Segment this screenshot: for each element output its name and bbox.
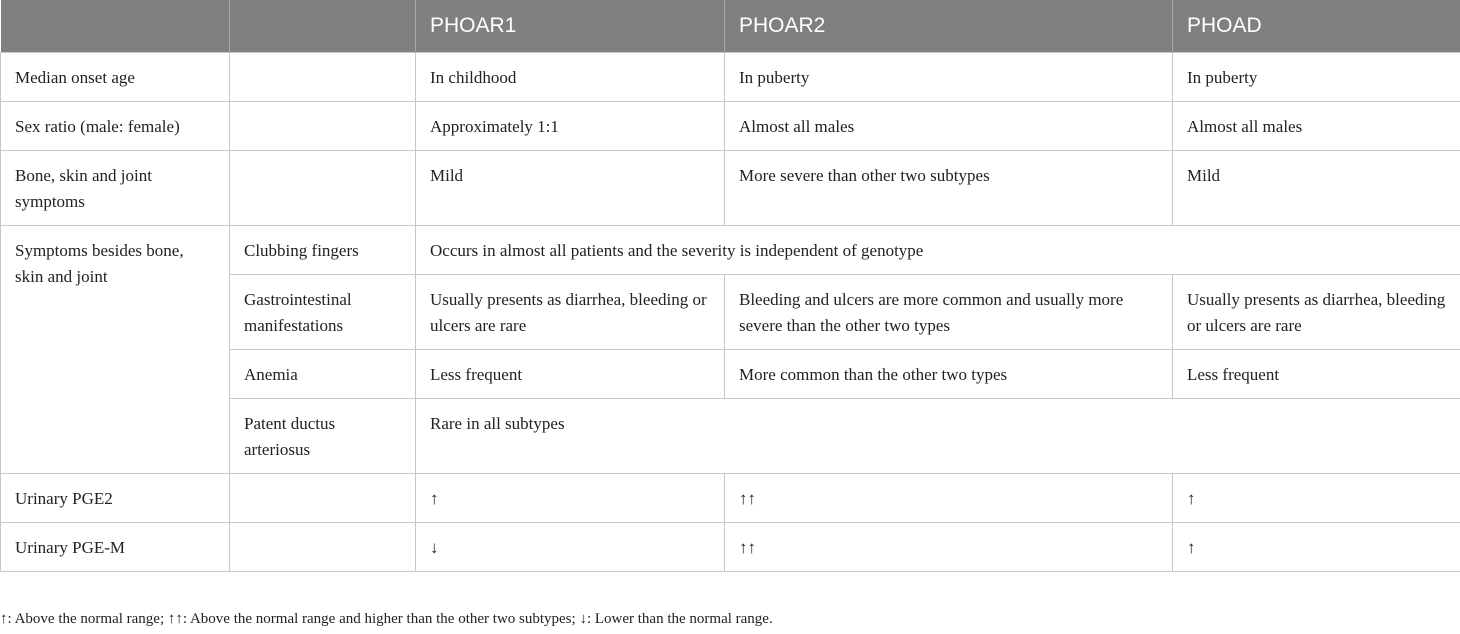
cell-phoar1: Mild [416, 151, 725, 226]
table-row [1, 53, 1460, 102]
row-sublabel: Gastrointestinal manifestations [230, 275, 416, 350]
cell-phoad: ↑ [1173, 523, 1460, 572]
cell-phoad: ↑ [1173, 474, 1460, 523]
row-sublabel [230, 474, 416, 523]
row-label: Bone, skin and joint symptoms [1, 151, 230, 226]
cell-phoad: Usually presents as diarrhea, bleeding or ulcers are rare [1173, 275, 1460, 350]
row-label: Urinary PGE2 [1, 474, 230, 523]
cell-phoar2: ↑↑ [725, 474, 1173, 523]
cell-all-subtypes: Occurs in almost all patients and the severity is independent of genotype [416, 226, 1460, 275]
cell-phoad: Less frequent [1173, 350, 1460, 399]
row-sublabel [230, 102, 416, 151]
table-row [1, 474, 1460, 523]
row-sublabel: Patent ductus arteriosus [230, 399, 416, 474]
cell-phoar1: In childhood [416, 53, 725, 102]
cell-phoad: Mild [1173, 151, 1460, 226]
cell-phoar2: More severe than other two subtypes [725, 151, 1173, 226]
header-phoar2: PHOAR2 [725, 0, 1173, 53]
row-sublabel: Anemia [230, 350, 416, 399]
table-row [1, 102, 1460, 151]
table-footnote: ↑: Above the normal range; ↑↑: Above the normal range and higher than the other two subtypes; ↓: Lower than the normal range. [0, 611, 773, 627]
cell-phoar1: ↑ [416, 474, 725, 523]
row-sublabel [230, 151, 416, 226]
row-label: Sex ratio (male: female) [1, 102, 230, 151]
header-empty-1 [1, 0, 230, 53]
row-sublabel [230, 53, 416, 102]
row-sublabel: Clubbing fingers [230, 226, 416, 275]
table-row [1, 226, 1460, 275]
cell-phoar1: Approximately 1:1 [416, 102, 725, 151]
row-sublabel [230, 523, 416, 572]
cell-phoar2: Almost all males [725, 102, 1173, 151]
header-phoad: PHOAD [1173, 0, 1460, 53]
cell-phoar2: Bleeding and ulcers are more common and usually more severe than the other two types [725, 275, 1173, 350]
cell-phoad: In puberty [1173, 53, 1460, 102]
cell-phoar1: Usually presents as diarrhea, bleeding or ulcers are rare [416, 275, 725, 350]
cell-phoar1: ↓ [416, 523, 725, 572]
cell-phoar2: ↑↑ [725, 523, 1173, 572]
header-empty-2 [230, 0, 416, 53]
table-row [1, 523, 1460, 572]
table-row [1, 151, 1460, 226]
cell-phoad: Almost all males [1173, 102, 1460, 151]
row-label: Urinary PGE-M [1, 523, 230, 572]
cell-phoar1: Less frequent [416, 350, 725, 399]
cell-phoar2: In puberty [725, 53, 1173, 102]
cell-all-subtypes: Rare in all subtypes [416, 399, 1460, 474]
header-phoar1: PHOAR1 [416, 0, 725, 53]
header-row [1, 0, 1460, 53]
row-label: Symptoms besides bone, skin and joint [1, 226, 230, 474]
row-label: Median onset age [1, 53, 230, 102]
cell-phoar2: More common than the other two types [725, 350, 1173, 399]
